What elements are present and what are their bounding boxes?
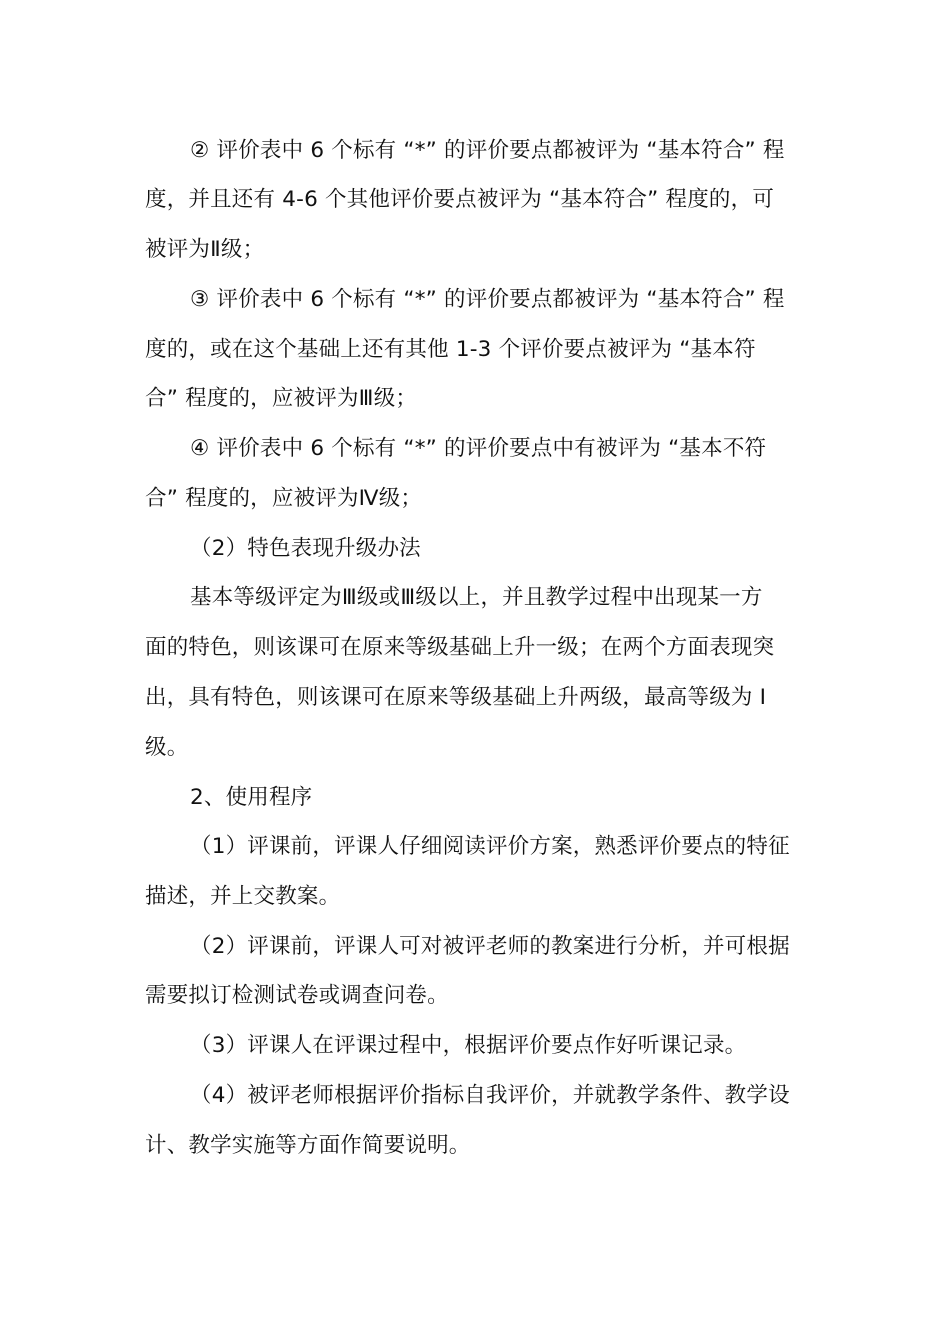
text-line: 需要拟订检测试卷或调查问卷。 [145,983,449,1008]
text-line: （3）评课人在评课过程中，根据评价要点作好听课记录。 [190,1033,747,1058]
text-line: （2）评课前，评课人可对被评老师的教案进行分析，并可根据 [190,934,790,959]
text-line: 描述，并上交教案。 [145,884,341,909]
text-line: （4）被评老师根据评价指标自我评价，并就教学条件、教学设 [190,1083,790,1108]
section-heading: 2、使用程序 [190,785,313,810]
text-line: （1）评课前，评课人仔细阅读评价方案，熟悉评价要点的特征 [190,834,790,859]
text-line: 度，并且还有 4-6 个其他评价要点被评为 “基本符合” 程度的，可 [145,187,775,212]
text-line: ④ 评价表中 6 个标有 “*” 的评价要点中有被评为 “基本不符 [190,436,767,461]
text-line: 合” 程度的，应被评为Ⅲ级； [145,386,418,411]
text-line: ② 评价表中 6 个标有 “*” 的评价要点都被评为 “基本符合” 程 [190,138,785,163]
text-line: 面的特色，则该课可在原来等级基础上升一级；在两个方面表现突 [145,635,775,660]
section-heading: （2）特色表现升级办法 [190,536,421,561]
text-line: 度的，或在这个基础上还有其他 1-3 个评价要点被评为 “基本符 [145,337,756,362]
text-line: 被评为Ⅱ级； [145,237,265,262]
text-line: 基本等级评定为Ⅲ级或Ⅲ级以上，并且教学过程中出现某一方 [190,585,763,610]
text-line: 合” 程度的，应被评为Ⅳ级； [145,486,423,511]
text-line: ③ 评价表中 6 个标有 “*” 的评价要点都被评为 “基本符合” 程 [190,287,785,312]
text-line: 级。 [145,735,189,760]
text-line: 计、教学实施等方面作简要说明。 [145,1133,471,1158]
text-line: 出，具有特色，则该课可在原来等级基础上升两级，最高等级为 I [145,685,767,710]
